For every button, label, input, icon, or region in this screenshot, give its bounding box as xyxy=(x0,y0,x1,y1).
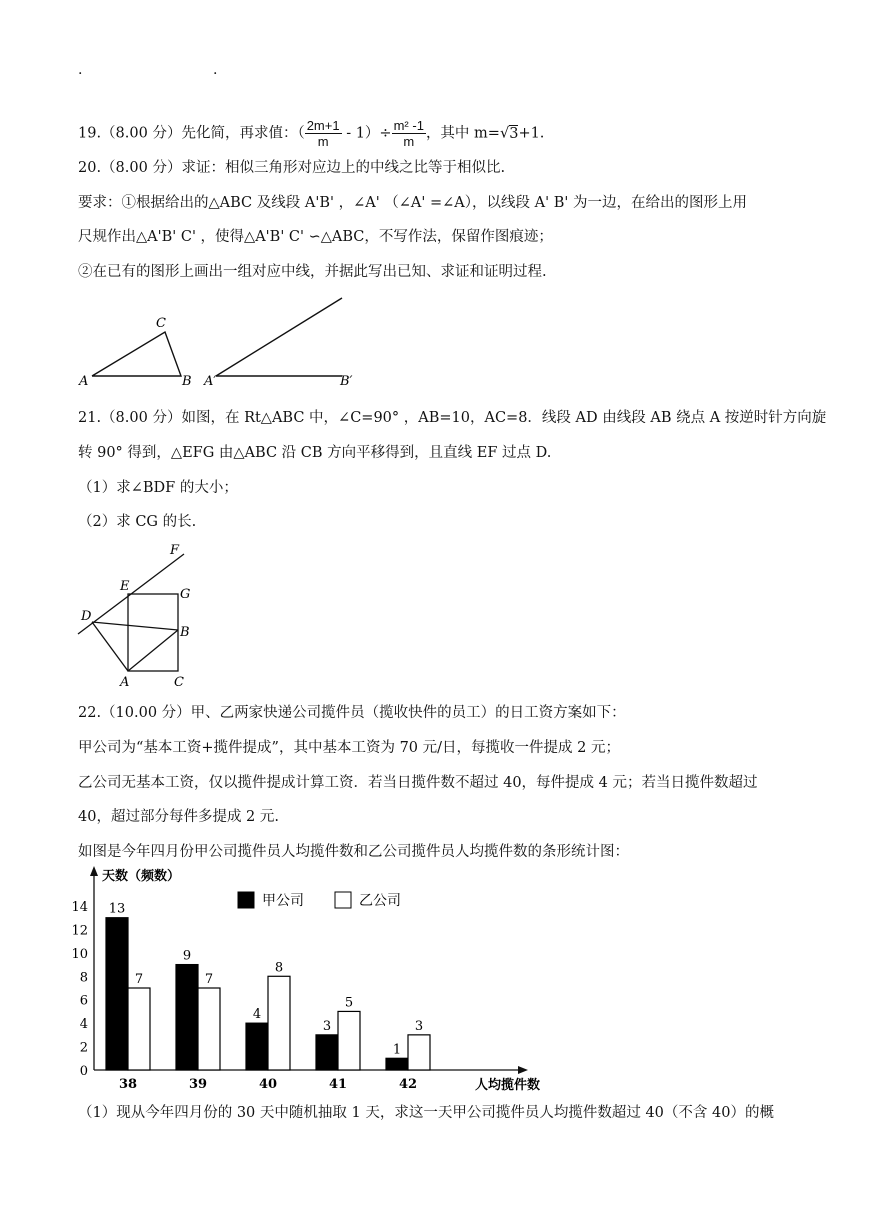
q20-figure xyxy=(70,290,370,390)
data-label-jia-39: 9 xyxy=(182,948,192,964)
q19-sqrt-sign: √ xyxy=(499,125,510,142)
q21-line-3: （1）求∠BDF 的大小； xyxy=(78,480,238,496)
q19-frac2-denominator: m xyxy=(403,134,415,149)
legend-swatch-jia xyxy=(238,892,254,908)
x-tick-label: 40 xyxy=(258,1077,278,1092)
y-tick-label: 4 xyxy=(79,1017,88,1033)
label-b: B xyxy=(182,374,192,389)
data-label-jia-38: 13 xyxy=(108,901,126,917)
q21-line-2: 转 90° 得到，△EFG 由△ABC 沿 CB 方向平移得到，且直线 EF 过点 D. xyxy=(78,445,552,461)
label-d: D xyxy=(81,609,92,624)
label-a: A xyxy=(120,675,130,690)
q19-fraction-2 xyxy=(392,118,426,149)
q19-suffix-b: +1. xyxy=(518,125,545,142)
header-dot-left: . xyxy=(78,62,83,78)
q19-frac1-numerator: 2m+1 xyxy=(306,118,340,133)
bar-jia-40 xyxy=(246,1023,268,1070)
x-tick-label: 41 xyxy=(328,1077,348,1092)
label-a: A xyxy=(79,374,89,389)
legend-swatch-yi xyxy=(335,892,351,908)
y-tick-label: 10 xyxy=(71,946,88,962)
q21-figure xyxy=(72,540,212,690)
label-c: C xyxy=(174,675,184,690)
y-axis-arrow xyxy=(90,866,98,876)
bar-jia-39 xyxy=(176,965,198,1070)
x-tick-label: 38 xyxy=(118,1077,138,1092)
x-axis-arrow xyxy=(518,1066,528,1074)
rectangle-eacg xyxy=(128,594,178,671)
bar-yi-40 xyxy=(268,976,290,1070)
bar-yi-41 xyxy=(338,1011,360,1070)
q22-line-5: 如图是今年四月份甲公司揽件员人均揽件数和乙公司揽件员人均揽件数的条形统计图： xyxy=(78,844,629,860)
q22-line-1: 22.（10.00 分）甲、乙两家快递公司揽件员（揽收快件的员工）的日工资方案如下： xyxy=(78,705,626,721)
label-g: G xyxy=(180,587,191,602)
y-tick-label: 2 xyxy=(79,1040,88,1056)
bar-jia-42 xyxy=(386,1058,408,1070)
q19-fraction-1 xyxy=(305,118,342,149)
q19-line xyxy=(78,118,544,149)
data-label-jia-41: 3 xyxy=(322,1018,332,1034)
q19-frac2-numerator: m² -1 xyxy=(393,118,424,133)
y-tick-label: 14 xyxy=(71,900,88,915)
data-label-yi-42: 3 xyxy=(414,1018,424,1034)
x-tick-label: 39 xyxy=(188,1077,208,1092)
q19-prefix: 19.（8.00 分）先化简，再求值：（ xyxy=(78,125,305,142)
bar-chart xyxy=(60,862,580,1092)
data-label-yi-40: 8 xyxy=(274,960,284,976)
label-e: E xyxy=(120,579,130,594)
data-label-yi-38: 7 xyxy=(134,972,144,987)
q20-line-3: 尺规作出△A'B' C' ，使得△A'B' C' ∽△ABC，不写作法，保留作图痕迹； xyxy=(78,229,553,245)
triangle-abc xyxy=(92,332,181,376)
segment-ad xyxy=(92,622,128,671)
legend-label-yi: 乙公司 xyxy=(359,893,401,909)
label-c: C xyxy=(156,316,166,331)
bar-yi-42 xyxy=(408,1035,430,1070)
label-b-prime: B′ xyxy=(340,374,353,389)
x-tick-label: 42 xyxy=(398,1077,418,1092)
data-label-yi-39: 7 xyxy=(204,972,214,987)
data-label-jia-42: 1 xyxy=(392,1042,402,1058)
q22-line-2: 甲公司为“基本工资+揽件提成”，其中基本工资为 70 元/日，每揽收一件提成 2 元； xyxy=(78,740,620,756)
chart-xlabel: 人均揽件数 xyxy=(475,1078,541,1092)
bar-yi-38 xyxy=(128,988,150,1070)
label-a-prime: A′ xyxy=(204,374,217,389)
q19-frac1-denominator: m xyxy=(317,134,329,149)
legend-label-jia: 甲公司 xyxy=(262,893,304,909)
q19-sqrt-arg: 3 xyxy=(509,125,519,142)
ray-a-prime xyxy=(216,298,342,376)
q20-line-4: ②在已有的图形上画出一组对应中线，并据此写出已知、求证和证明过程. xyxy=(78,264,547,280)
q19-suffix-a: ，其中 m= xyxy=(425,125,500,142)
bar-jia-38 xyxy=(106,918,128,1070)
q20-line-1: 20.（8.00 分）求证：相似三角形对应边上的中线之比等于相似比. xyxy=(78,160,506,176)
y-tick-label: 8 xyxy=(79,970,88,986)
segment-db xyxy=(92,622,178,630)
q20-line-2: 要求：①根据给出的△ABC 及线段 A'B' ，∠A' （∠A' =∠A），以线段 A' B' 为一边，在给出的图形上用 xyxy=(78,195,747,211)
q21-line-4: （2）求 CG 的长. xyxy=(78,514,197,530)
q19-mid: - 1）÷ xyxy=(341,125,392,142)
chart-ylabel: 天数（频数） xyxy=(102,869,181,884)
label-b: B xyxy=(180,625,190,640)
segment-ab xyxy=(128,630,178,671)
header-dot-right: . xyxy=(213,62,218,78)
y-tick-label: 12 xyxy=(71,923,88,939)
q21-line-1: 21.（8.00 分）如图，在 Rt△ABC 中，∠C=90° ，AB=10，AC=8．线段 AD 由线段 AB 绕点 A 按逆时针方向旋 xyxy=(78,410,827,426)
y-tick-label: 6 xyxy=(79,993,88,1009)
data-label-jia-40: 4 xyxy=(252,1007,262,1023)
q22-line-6: （1）现从今年四月份的 30 天中随机抽取 1 天，求这一天甲公司揽件员人均揽件数超过 40（不含 40）的概 xyxy=(78,1105,774,1121)
data-label-yi-41: 5 xyxy=(344,995,354,1011)
q22-line-4: 40，超过部分每件多提成 2 元. xyxy=(78,809,280,825)
label-f: F xyxy=(170,543,180,558)
bar-yi-39 xyxy=(198,988,220,1070)
bar-jia-41 xyxy=(316,1035,338,1070)
y-tick-label: 0 xyxy=(79,1064,88,1079)
q22-line-3: 乙公司无基本工资，仅以揽件提成计算工资．若当日揽件数不超过 40，每件提成 4 元；若当日揽件数超过 xyxy=(78,775,758,791)
